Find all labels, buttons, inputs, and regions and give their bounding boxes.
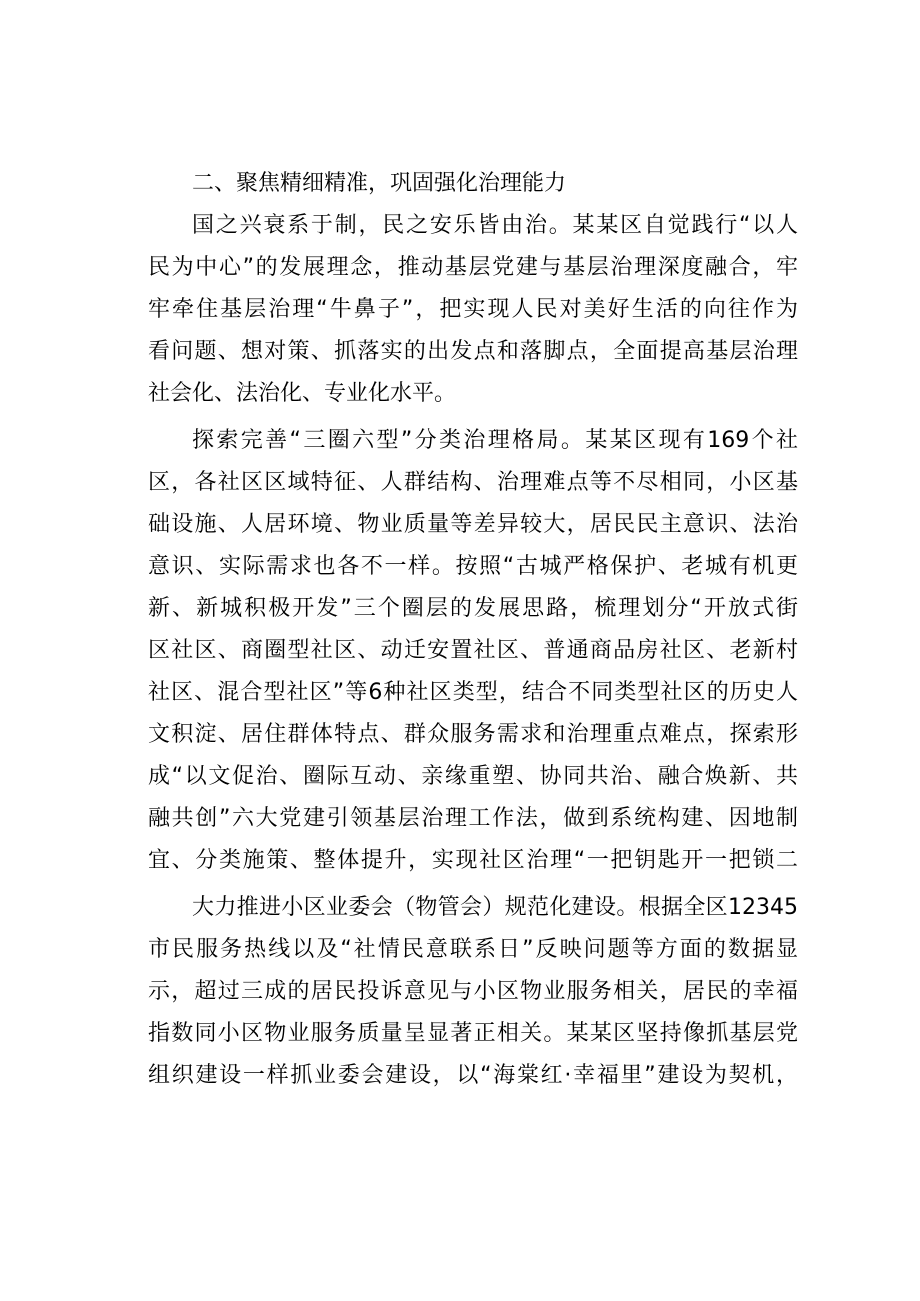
paragraph-line: 融共创”六大党建引领基层治理工作法，做到系统构建、因地制 xyxy=(148,806,798,831)
paragraph-line: 示，超过三成的居民投诉意见与小区物业服务相关，居民的幸福 xyxy=(148,979,798,1004)
paragraph-line: 文积淀、居住群体特点、群众服务需求和治理重点难点，探索形 xyxy=(148,722,798,747)
paragraph-line: 民为中心”的发展理念，推动基层党建与基层治理深度融合，牢 xyxy=(148,255,798,280)
paragraph-line: 宜、分类施策、整体提升，实现社区治理“一把钥匙开一把锁二 xyxy=(148,848,798,873)
paragraph-line: 础设施、人居环境、物业质量等差异较大，居民民主意识、法治 xyxy=(148,512,798,537)
paragraph-line: 看问题、想对策、抓落实的出发点和落脚点，全面提高基层治理 xyxy=(148,339,798,364)
paragraph-line: 区社区、商圈型社区、动迁安置社区、普通商品房社区、老新村 xyxy=(148,638,798,663)
paragraph-owners-committee xyxy=(148,887,798,1097)
paragraph-line: 牢牵住基层治理“牛鼻子”，把实现人民对美好生活的向往作为 xyxy=(148,297,798,322)
paragraph-line: 社区、混合型社区”等6种社区类型，结合不同类型社区的历史人 xyxy=(148,680,798,705)
paragraph-line: 大力推进小区业委会（物管会）规范化建设。根据全区12345 xyxy=(192,895,798,920)
paragraph-line: 国之兴衰系于制，民之安乐皆由治。某某区自觉践行“以人 xyxy=(192,213,798,238)
document-body xyxy=(148,163,798,1102)
paragraph-line: 探索完善“三圈六型”分类治理格局。某某区现有169个社 xyxy=(192,428,798,453)
paragraph-line: 社会化、法治化、专业化水平。 xyxy=(148,381,457,406)
paragraph-line: 指数同小区物业服务质量呈显著正相关。某某区坚持像抓基层党 xyxy=(148,1021,798,1046)
paragraph-line: 成“以文促治、圈际互动、亲缘重塑、协同共治、融合焕新、共 xyxy=(148,764,798,789)
section-heading: 二、聚焦精细精准，巩固强化治理能力 xyxy=(192,171,567,196)
paragraph-line: 市民服务热线以及“社情民意联系日”反映问题等方面的数据显 xyxy=(148,937,798,962)
paragraph-intro xyxy=(148,205,798,415)
paragraph-line: 意识、实际需求也各不一样。按照“古城严格保护、老城有机更 xyxy=(148,554,798,579)
paragraph-line: 新、新城积极开发”三个圈层的发展思路，梳理划分“开放式街 xyxy=(148,596,798,621)
paragraph-line: 区，各社区区域特征、人群结构、治理难点等不尽相同，小区基 xyxy=(148,470,798,495)
paragraph-classification xyxy=(148,420,798,882)
paragraph-line: 组织建设一样抓业委会建设，以“海棠红·幸福里”建设为契机， xyxy=(148,1063,798,1088)
